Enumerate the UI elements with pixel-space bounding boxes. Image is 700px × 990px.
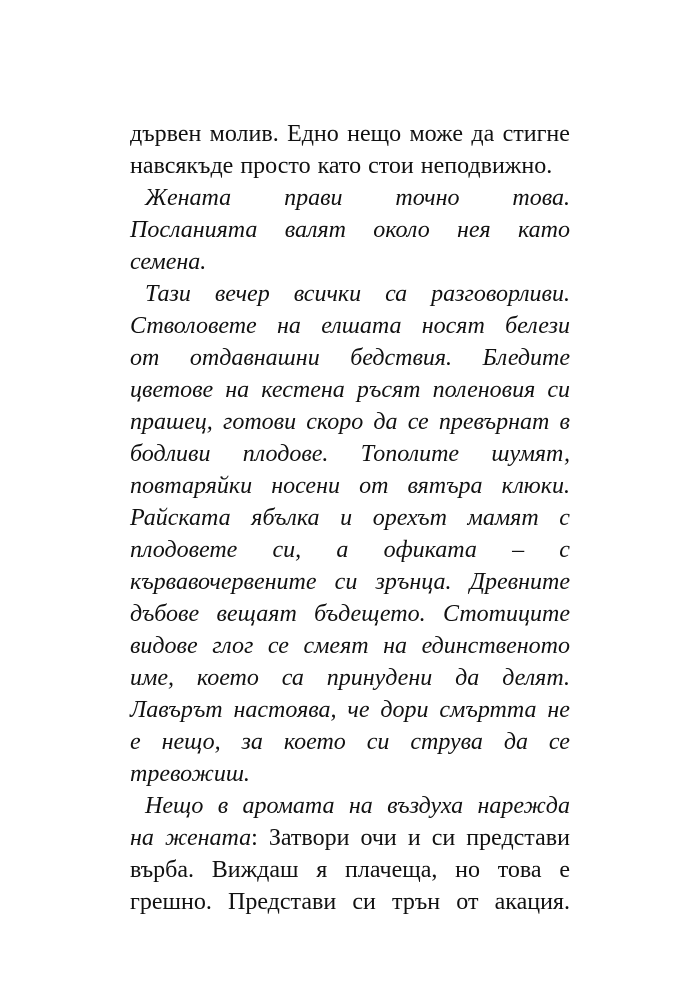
word: неподвижно. bbox=[420, 153, 553, 179]
word: около bbox=[373, 217, 430, 243]
word: като bbox=[317, 153, 362, 179]
text-line bbox=[130, 502, 570, 534]
text-line bbox=[130, 566, 570, 598]
word: семена. bbox=[130, 249, 207, 275]
word: Посланията bbox=[130, 217, 258, 243]
word: повтаряйки bbox=[130, 473, 253, 499]
word: от bbox=[456, 889, 479, 915]
word: кестена bbox=[261, 377, 345, 403]
word: цветове bbox=[130, 377, 214, 403]
word: скоро bbox=[306, 409, 364, 435]
word: си bbox=[352, 889, 376, 915]
word: делят. bbox=[502, 665, 570, 691]
word: отдавнашни bbox=[189, 345, 320, 371]
word: я bbox=[316, 857, 328, 883]
text-line bbox=[130, 630, 570, 662]
word: е bbox=[559, 857, 570, 883]
word: нещо bbox=[347, 121, 402, 147]
word: нещо, bbox=[161, 729, 221, 755]
word: Представи bbox=[228, 889, 337, 915]
word: стигне bbox=[502, 121, 570, 147]
word: си bbox=[547, 377, 570, 403]
word: се bbox=[407, 409, 429, 435]
word: офиката bbox=[383, 537, 477, 563]
word: белези bbox=[505, 313, 570, 339]
word: в bbox=[559, 409, 570, 435]
word: струва bbox=[410, 729, 483, 755]
word: дъбове bbox=[130, 601, 200, 627]
word: Стотиците bbox=[442, 601, 570, 627]
word: тревожиш. bbox=[130, 761, 250, 787]
word: вечер bbox=[214, 281, 270, 307]
word: въздуха bbox=[387, 793, 464, 819]
word: нарежда bbox=[477, 793, 570, 819]
word: трън bbox=[392, 889, 441, 915]
word: с bbox=[559, 505, 570, 531]
word: може bbox=[409, 121, 463, 147]
text-line bbox=[130, 790, 570, 822]
word: това bbox=[497, 857, 542, 883]
word: шумят, bbox=[491, 441, 570, 467]
word: елшата bbox=[321, 313, 402, 339]
word: и bbox=[340, 505, 353, 531]
word: Райската bbox=[130, 505, 231, 531]
word: бедствия. bbox=[350, 345, 453, 371]
word: Нещо bbox=[145, 793, 204, 819]
word: на bbox=[130, 825, 154, 851]
word: от bbox=[130, 345, 160, 371]
text-line bbox=[130, 758, 570, 790]
text-line bbox=[130, 278, 570, 310]
word: Стволовете bbox=[130, 313, 257, 339]
word: стои bbox=[368, 153, 414, 179]
word: не bbox=[547, 697, 570, 723]
word: са bbox=[281, 665, 304, 691]
word: : bbox=[251, 825, 258, 851]
word: смеят bbox=[303, 633, 369, 659]
word: ръсят bbox=[356, 377, 421, 403]
text-line bbox=[130, 854, 570, 886]
word: ябълка bbox=[251, 505, 320, 531]
word: върба. bbox=[130, 857, 195, 883]
word: като bbox=[517, 217, 570, 243]
word: се bbox=[548, 729, 570, 755]
word: да bbox=[503, 729, 528, 755]
word: Едно bbox=[287, 121, 339, 147]
word: от bbox=[359, 473, 389, 499]
word: очи bbox=[360, 825, 397, 851]
word: Виждаш bbox=[211, 857, 299, 883]
word: плодове. bbox=[242, 441, 329, 467]
text-line bbox=[130, 374, 570, 406]
word: това. bbox=[512, 185, 570, 211]
text-line bbox=[130, 726, 570, 758]
text-line bbox=[130, 150, 570, 182]
word: дървен bbox=[130, 121, 202, 147]
word: и bbox=[407, 825, 421, 851]
word: на bbox=[276, 313, 301, 339]
word: разговорливи. bbox=[431, 281, 570, 307]
word: грешно. bbox=[130, 889, 212, 915]
word: да bbox=[455, 665, 480, 691]
word: Древните bbox=[469, 569, 570, 595]
text-line bbox=[130, 534, 570, 566]
word: нея bbox=[456, 217, 491, 243]
word: кървавочервените bbox=[130, 569, 317, 595]
word: носени bbox=[271, 473, 340, 499]
text-line bbox=[130, 438, 570, 470]
word: в bbox=[217, 793, 229, 819]
word: дори bbox=[380, 697, 429, 723]
word: име, bbox=[130, 665, 174, 691]
text-line bbox=[130, 342, 570, 374]
word: но bbox=[455, 857, 480, 883]
word: жената bbox=[164, 825, 252, 851]
text-line bbox=[130, 182, 570, 214]
word: на bbox=[348, 793, 373, 819]
word: точно bbox=[395, 185, 460, 211]
word: което bbox=[196, 665, 259, 691]
word: за bbox=[241, 729, 263, 755]
word: Бледите bbox=[482, 345, 570, 371]
word: да bbox=[373, 409, 398, 435]
word: Тази bbox=[145, 281, 191, 307]
word: готови bbox=[222, 409, 297, 435]
text-line bbox=[130, 310, 570, 342]
word: Лавърът bbox=[130, 697, 223, 723]
word: на bbox=[225, 377, 250, 403]
word: което bbox=[283, 729, 346, 755]
word: просто bbox=[240, 153, 311, 179]
word: глог bbox=[212, 633, 254, 659]
word: клюки. bbox=[501, 473, 570, 499]
word-group bbox=[165, 822, 258, 854]
word: бъдещето. bbox=[314, 601, 426, 627]
text-line bbox=[130, 246, 570, 278]
word: плачеща, bbox=[345, 857, 438, 883]
word: представи bbox=[466, 825, 570, 851]
word: си bbox=[366, 729, 390, 755]
word: навсякъде bbox=[130, 153, 234, 179]
word: Тополите bbox=[360, 441, 460, 467]
text-line bbox=[130, 662, 570, 694]
word: орехът bbox=[372, 505, 447, 531]
word: си bbox=[334, 569, 358, 595]
text-line bbox=[130, 214, 570, 246]
word: се bbox=[267, 633, 289, 659]
word: единственото bbox=[421, 633, 570, 659]
word: вещаят bbox=[216, 601, 297, 627]
word: а bbox=[336, 537, 349, 563]
word: акация. bbox=[494, 889, 570, 915]
text-line bbox=[130, 470, 570, 502]
book-page-text bbox=[130, 118, 570, 918]
word: е bbox=[130, 729, 141, 755]
word: Затвори bbox=[268, 825, 350, 851]
word: поленовия bbox=[432, 377, 536, 403]
word: с bbox=[559, 537, 570, 563]
word: превърнат bbox=[438, 409, 550, 435]
text-line bbox=[130, 822, 570, 854]
word: да bbox=[471, 121, 495, 147]
text-line bbox=[130, 694, 570, 726]
word: бодливи bbox=[130, 441, 211, 467]
word: на bbox=[383, 633, 408, 659]
word: носят bbox=[421, 313, 485, 339]
word: всички bbox=[293, 281, 362, 307]
text-line bbox=[130, 598, 570, 630]
text-line bbox=[130, 886, 570, 918]
word: са bbox=[385, 281, 408, 307]
word: настоява, bbox=[233, 697, 337, 723]
word: зрънца. bbox=[375, 569, 452, 595]
word: Жената bbox=[145, 185, 232, 211]
word: мамят bbox=[467, 505, 539, 531]
word: – bbox=[512, 537, 525, 563]
word: си, bbox=[272, 537, 302, 563]
word: че bbox=[347, 697, 370, 723]
word: смъртта bbox=[439, 697, 537, 723]
word: молив. bbox=[209, 121, 279, 147]
word: принудени bbox=[326, 665, 433, 691]
word: плодовете bbox=[130, 537, 238, 563]
text-line bbox=[130, 118, 570, 150]
word: аромата bbox=[242, 793, 335, 819]
word: прави bbox=[284, 185, 343, 211]
word: си bbox=[431, 825, 456, 851]
text-line bbox=[130, 406, 570, 438]
word: валят bbox=[284, 217, 346, 243]
word: видове bbox=[130, 633, 198, 659]
word: прашец, bbox=[130, 409, 213, 435]
word: вятъра bbox=[407, 473, 483, 499]
